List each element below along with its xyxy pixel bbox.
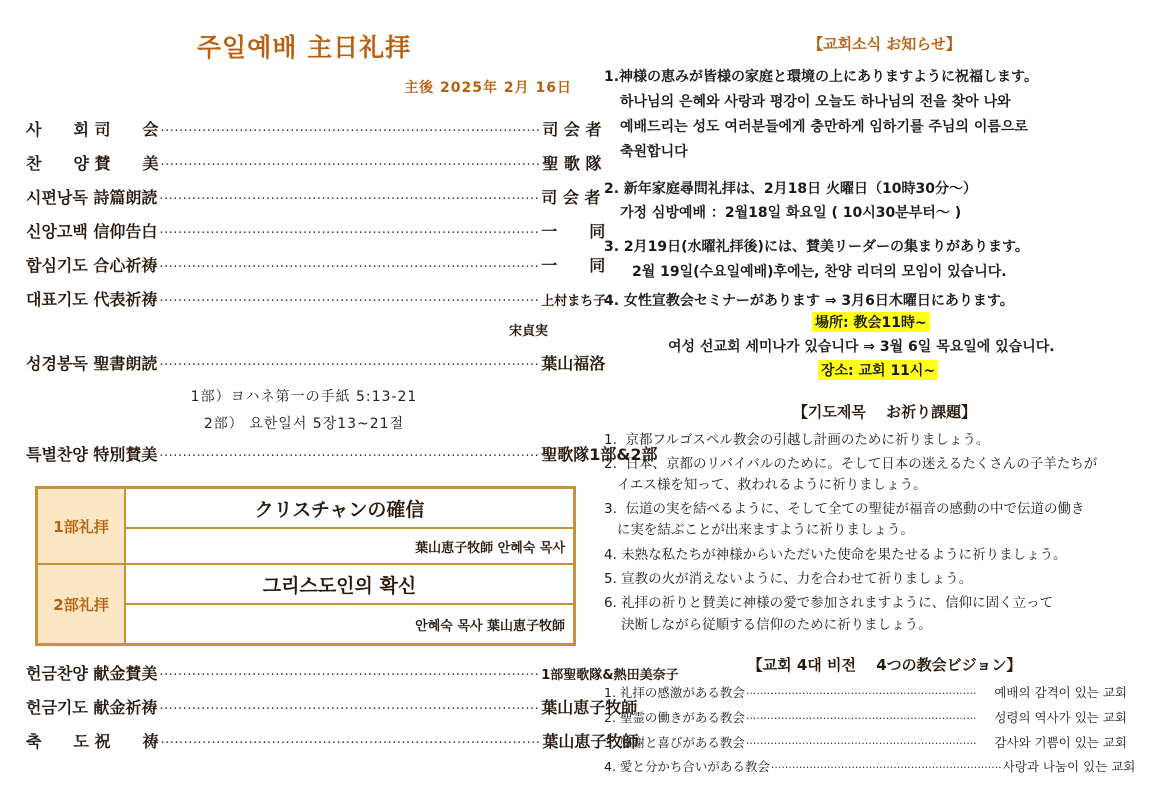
vision-jp: 2. 聖霊の働きがある教会 bbox=[604, 710, 745, 725]
order-value: 司 会 者 bbox=[542, 120, 602, 139]
news-4-place-kr: 장소: 교회 11시~ bbox=[818, 360, 938, 380]
order-label: 성경봉독 聖書朗読 bbox=[26, 354, 158, 373]
order-label: 특별찬양 特別賛美 bbox=[26, 445, 158, 464]
prayer-heading: 【기도제목 お祈り課題】 bbox=[792, 403, 977, 421]
leader-dots: ·················································································· bbox=[159, 226, 540, 241]
part2-label: 2部礼拝 bbox=[38, 565, 126, 643]
announcements-column bbox=[598, 0, 1171, 798]
order-row-benediction bbox=[26, 729, 639, 752]
service-date: 主後 2025年 2月 16日 bbox=[404, 80, 572, 96]
news-1-line2: 하나님의 은혜와 사랑과 평강이 오늘도 하나님의 전을 찾아 나와 bbox=[620, 94, 1011, 110]
order-value: 葉山恵子牧師 bbox=[542, 732, 639, 751]
leader-dots: ·················································································· bbox=[159, 668, 540, 683]
news-1-line4: 축원합니다 bbox=[620, 144, 688, 160]
order-row-scripture bbox=[26, 351, 606, 374]
prayer-item: 5. 宣教の火が消えないように、力を合わせて祈りましょう。 bbox=[604, 571, 973, 587]
order-label: 합심기도 合心祈祷 bbox=[26, 256, 158, 275]
leader-dots: ·················································································· bbox=[159, 192, 540, 207]
reading-part2: 2部） 요한일서 5장13~21절 bbox=[203, 416, 405, 432]
vision-jp: 3. 感謝と喜びがある教会 bbox=[604, 735, 745, 750]
order-value: 司 会 者 bbox=[541, 188, 601, 207]
prayer-item: 3. 伝道の実を結べるように、そして全ての聖徒が福音の感動の中で伝道の働き bbox=[604, 501, 1085, 517]
order-value: 一 同 bbox=[541, 222, 606, 241]
vision-kr: 예배의 감격이 있는 교회 bbox=[994, 685, 1127, 700]
prayer-item: イエス様を知って、救われるように祈りましょう。 bbox=[604, 477, 927, 493]
vision-item bbox=[604, 708, 1127, 726]
order-value: 聖 歌 隊 bbox=[542, 154, 602, 173]
news-1-line3: 예배드리는 성도 여러분들에게 충만하게 임하기를 주님의 이름으로 bbox=[620, 119, 1028, 135]
prayer-item: 決断しながら従順する信仰のために祈りましょう。 bbox=[604, 617, 932, 633]
news-3-line1: 3. 2月19日(水曜礼拝後)には、賛美リーダーの集まりがあります。 bbox=[604, 239, 1029, 255]
leader-dots: ·················································································· bbox=[159, 449, 540, 464]
vision-item bbox=[604, 757, 1136, 775]
order-row-praise bbox=[26, 151, 602, 174]
order-label: 헌금찬양 献金賛美 bbox=[26, 664, 158, 683]
order-label: 축 도 祝 祷 bbox=[26, 732, 159, 751]
prayer-item: に実を結ぶことが出来ますように祈りましょう。 bbox=[604, 522, 914, 538]
vision-item bbox=[604, 683, 1127, 701]
order-value: 上村まち子 bbox=[541, 294, 607, 309]
part2-preachers: 안혜숙 목사 葉山恵子牧師 bbox=[415, 618, 565, 634]
news-2-line2: 가정 심방예배 ：2월18일 화요일 ( 10시30분부터～ ) bbox=[620, 205, 962, 221]
order-value: 葉山福洛 bbox=[541, 354, 606, 373]
prayer-item: 1. 京都フルゴスペル教会の引越し計画のために祈りましょう。 bbox=[604, 432, 990, 448]
vision-kr: 사랑과 나눔이 있는 교회 bbox=[1002, 759, 1136, 774]
sermon-table bbox=[35, 486, 576, 646]
order-label: 헌금기도 献金祈祷 bbox=[26, 698, 158, 717]
order-value: 1部聖歌隊&熱田美奈子 bbox=[541, 668, 679, 683]
vision-item bbox=[604, 733, 1127, 751]
order-label: 찬 양 賛 美 bbox=[26, 154, 159, 173]
order-label: 사 회 司 会 bbox=[26, 120, 159, 139]
order-row-creed bbox=[26, 219, 606, 242]
leader-dots: ·················································································· bbox=[160, 736, 541, 751]
prayer-item: 2. 日本、京都のリバイバルのために。そして日本の迷えるたくさんの子羊たちが bbox=[604, 456, 1098, 472]
leader-dots: ·················································································· bbox=[159, 260, 540, 275]
leader-dots: ·································································· bbox=[745, 687, 977, 700]
page-title: 주일예배 主日礼拝 bbox=[196, 33, 412, 62]
vision-kr: 감사와 기쁨이 있는 교회 bbox=[994, 735, 1127, 750]
news-4-place-jp: 場所: 教会11時~ bbox=[812, 312, 930, 332]
order-row-host bbox=[26, 117, 602, 140]
order-row-offering-praise bbox=[26, 661, 679, 684]
reading-part1: 1部）ヨハネ第一の手紙 5:13-21 bbox=[190, 389, 418, 405]
order-row-rep-prayer bbox=[26, 287, 607, 310]
vision-jp: 1. 礼拝の感激がある教会 bbox=[604, 685, 745, 700]
vision-heading: 【교회 4대 비전 4つの教会ビジョン】 bbox=[747, 656, 1022, 674]
part2-sermon-title: 그리스도인의 확신 bbox=[126, 565, 573, 605]
part1-label: 1部礼拝 bbox=[38, 489, 126, 565]
news-3-line2: 2월 19일(수요일예배)후에는, 찬양 리더의 모임이 있습니다. bbox=[632, 264, 1007, 280]
vision-jp: 4. 愛と分かち合いがある教会 bbox=[604, 759, 770, 774]
leader-dots: ·················································································· bbox=[159, 702, 540, 717]
news-heading: 【교회소식 お知らせ】 bbox=[808, 35, 961, 53]
leader-dots: ·································································· bbox=[745, 737, 977, 750]
order-label: 신앙고백 信仰告白 bbox=[26, 222, 158, 241]
news-4-line1: 4. 女性宣教会セミナーがあります ⇒ 3月6日木曜日にあります。 bbox=[604, 293, 1014, 309]
news-4-line2: 여성 선교회 세미나가 있습니다 ⇒ 3월 6일 목요일에 있습니다. bbox=[668, 339, 1055, 355]
part1-preachers: 葉山恵子牧師 안혜숙 목사 bbox=[126, 529, 573, 565]
vision-kr: 성령의 역사가 있는 교회 bbox=[994, 710, 1127, 725]
prayer-item: 6. 礼拝の祈りと賛美に神様の愛で参加されますように、信仰に固く立って bbox=[604, 595, 1054, 611]
order-label: 대표기도 代表祈祷 bbox=[26, 290, 158, 309]
order-row-special-praise bbox=[26, 442, 658, 465]
rep-prayer-second: 宋貞実 bbox=[509, 324, 549, 339]
prayer-item: 4. 未熟な私たちが神様からいただいた使命を果たせるように祈りましょう。 bbox=[604, 547, 1067, 563]
leader-dots: ·················································································· bbox=[160, 124, 541, 139]
order-row-offering-prayer bbox=[26, 695, 638, 718]
order-row-psalm bbox=[26, 185, 601, 208]
leader-dots: ·································································· bbox=[770, 761, 1002, 774]
order-value: 一 同 bbox=[541, 256, 606, 275]
leader-dots: ·················································································· bbox=[160, 158, 541, 173]
order-value: 葉山恵子牧師 bbox=[541, 698, 638, 717]
order-value: 聖歌隊1部&2部 bbox=[541, 445, 658, 464]
leader-dots: ·································································· bbox=[745, 712, 977, 725]
part1-sermon-title: クリスチャンの確信 bbox=[126, 489, 573, 529]
order-row-unison-prayer bbox=[26, 253, 606, 276]
news-2-line1: 2. 新年家庭尋問礼拝は、2月18日 火曜日（10時30分～） bbox=[604, 181, 977, 197]
leader-dots: ·················································································· bbox=[159, 294, 540, 309]
news-1-line1: 1.神様の恵みが皆様の家庭と環境の上にありますように祝福します。 bbox=[604, 69, 1038, 85]
order-label: 시편낭독 詩篇朗読 bbox=[26, 188, 158, 207]
leader-dots: ·················································································· bbox=[159, 358, 540, 373]
